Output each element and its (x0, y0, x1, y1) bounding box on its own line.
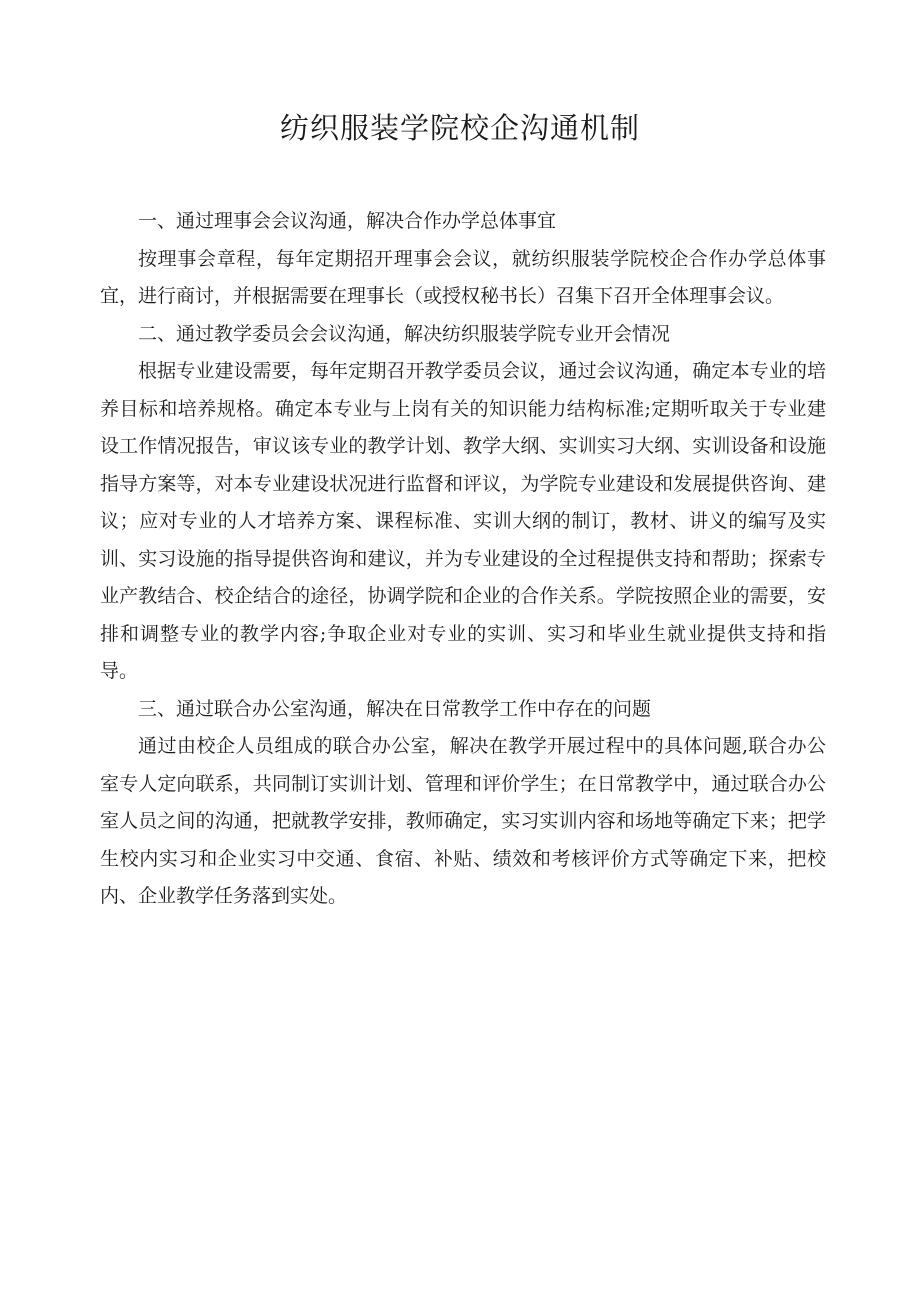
document-title: 纺织服装学院校企沟通机制 (279, 111, 640, 145)
section-heading-2: 二、通过教学委员会会议沟通，解决纺织服装学院专业开会情况 (138, 322, 671, 345)
document-body (100, 203, 826, 916)
paragraph-1: 按理事会章程，每年定期招开理事会会议，就纺织服装学院校企合作办学总体事宜，进行商讨，并根据需要在理事长（或授权秘书长）召集下召开全体理事会议。 (100, 247, 826, 307)
section-heading-1: 一、通过理事会会议沟通，解决合作办学总体事宜 (138, 210, 557, 232)
paragraph-3: 通过由校企人员组成的联合办公室，解决在教学开展过程中的具体问题,联合办公室专人定向联系，共同制订实训计划、管理和评价学生；在日常教学中，通过联合办公室人员之间的沟通，把就教学安排，教师确定，实习实训内容和场地等确定下来；把学生校内实习和企业实习中交通、食宿、补贴、绩效和考核评价方式等确定下来，把校内、企业教学任务落到实处。 (100, 735, 826, 907)
paragraph-2: 根据专业建设需要，每年定期召开教学委员会议，通过会议沟通，确定本专业的培养目标和培养规格。确定本专业与上岗有关的知识能力结构标准;定期听取关于专业建设工作情况报告，审议该专业的教学计划、教学大纲、实训实习大纲、实训设备和设施指导方案等，对本专业建设状况进行监督和评议，为学院专业建设和发展提供咨询、建议；应对专业的人才培养方案、课程标准、实训大纲的制订，教材、讲义的编写及实训、实习设施的指导提供咨询和建议，并为专业建设的全过程提供支持和帮助；探索专业产教结合、校企结合的途径，协调学院和企业的合作关系。学院按照企业的需要，安排和调整专业的教学内容;争取企业对专业的实训、实习和毕业生就业提供支持和指导。 (100, 360, 826, 682)
section-heading-3: 三、通过联合办公室沟通，解决在日常教学工作中存在的问题 (138, 697, 652, 720)
